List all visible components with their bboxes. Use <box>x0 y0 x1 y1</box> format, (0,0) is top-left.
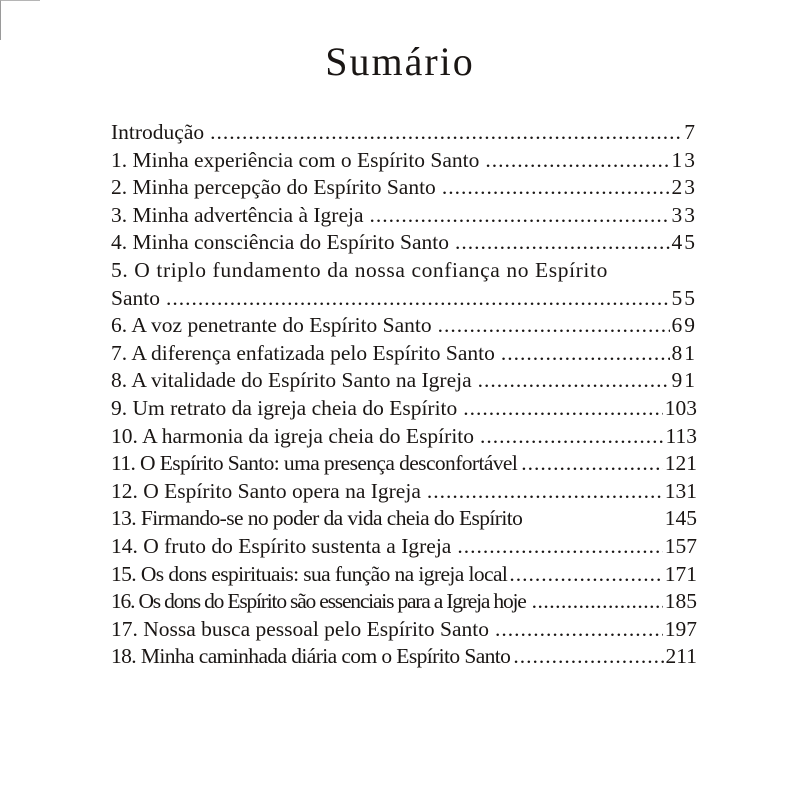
toc-entry-label: 15. Os dons espirituais: sua função na igreja local <box>111 561 508 586</box>
toc-entry-13 <box>111 505 697 533</box>
dot-leader <box>509 561 662 589</box>
toc-entry-page: 55 <box>671 285 697 310</box>
dot-leader <box>457 533 662 561</box>
dot-leader <box>521 450 663 478</box>
dot-leader <box>438 312 670 340</box>
toc-entry-label: 13. Firmando-se no poder da vida cheia do Espírito <box>111 506 523 531</box>
toc-entry-label-continued: Santo <box>111 285 160 310</box>
table-of-contents <box>111 119 697 671</box>
toc-entry-label: Introdução <box>111 120 205 144</box>
toc-entry-page: 69 <box>671 313 697 338</box>
toc-entry-introduction <box>111 119 697 147</box>
toc-entry-label: 4. Minha consciência do Espírito Santo <box>111 230 449 255</box>
toc-entry-5-line1 <box>111 257 697 285</box>
toc-entry-label: 17. Nossa busca pessoal pelo Espírito Santo <box>111 616 489 641</box>
dot-leader <box>427 478 663 506</box>
toc-entry-page: 91 <box>671 368 697 393</box>
toc-entry-4 <box>111 229 697 257</box>
toc-entry-page: 23 <box>671 175 697 200</box>
toc-entry-page: 131 <box>664 478 697 503</box>
toc-entry-label: 9. Um retrato da igreja cheia do Espírito <box>111 395 458 420</box>
toc-entry-page: 103 <box>664 395 697 420</box>
toc-entry-18 <box>111 643 697 671</box>
toc-entry-page: 33 <box>671 202 697 227</box>
toc-entry-page: 81 <box>671 340 697 365</box>
toc-entry-page: 157 <box>664 533 697 558</box>
toc-entry-page: 171 <box>664 561 697 586</box>
toc-entry-label: 11. O Espírito Santo: uma presença desconfortável <box>111 451 518 476</box>
toc-entry-label: 16. Os dons do Espírito são essenciais para a Igreja hoje <box>111 589 526 614</box>
dot-leader <box>463 395 662 423</box>
dot-leader <box>210 119 682 147</box>
toc-entry-page: 7 <box>684 120 697 144</box>
toc-entry-page: 197 <box>664 616 697 641</box>
toc-entry-label: 2. Minha percepção do Espírito Santo <box>111 175 436 200</box>
dot-leader <box>485 147 669 175</box>
page-title: Sumário <box>325 39 475 84</box>
toc-entry-label: 10. A harmonia da igreja cheia do Espírito <box>111 423 475 448</box>
toc-entry-label: 5. O triplo fundamento da nossa confiança no Espírito <box>111 257 608 282</box>
dot-leader <box>166 285 670 313</box>
toc-entry-page: 185 <box>664 589 697 614</box>
dot-leader <box>532 588 663 616</box>
toc-entry-label: 3. Minha advertência à Igreja <box>111 202 364 227</box>
toc-entry-label: 12. O Espírito Santo opera na Igreja <box>111 478 421 503</box>
toc-entry-page: 121 <box>664 451 697 476</box>
toc-entry-7 <box>111 340 697 368</box>
toc-entry-16 <box>111 588 697 616</box>
dot-leader <box>495 616 663 644</box>
toc-entry-15 <box>111 561 697 589</box>
toc-entry-8 <box>111 367 697 395</box>
dot-leader <box>480 423 664 451</box>
toc-entry-10 <box>111 423 697 451</box>
dot-leader <box>455 229 670 257</box>
dot-leader <box>513 643 663 671</box>
dot-leader <box>442 174 670 202</box>
toc-entry-1 <box>111 147 697 175</box>
toc-entry-label: 8. A vitalidade do Espírito Santo na Igreja <box>111 368 472 393</box>
toc-entry-page: 45 <box>671 230 697 255</box>
toc-entry-page: 13 <box>671 147 697 172</box>
toc-entry-3 <box>111 202 697 230</box>
toc-entry-12 <box>111 478 697 506</box>
toc-entry-label: 7. A diferença enfatizada pelo Espírito Santo <box>111 340 495 365</box>
dot-leader <box>501 340 670 368</box>
toc-entry-2 <box>111 174 697 202</box>
toc-entry-6 <box>111 312 697 340</box>
toc-entry-9 <box>111 395 697 423</box>
toc-entry-label: 18. Minha caminhada diária com o Espírito Santo <box>111 644 511 669</box>
toc-entry-page: 145 <box>664 506 697 531</box>
toc-entry-17 <box>111 616 697 644</box>
toc-entry-5-line2 <box>111 285 697 313</box>
toc-entry-page: 113 <box>665 423 697 448</box>
toc-entry-label: 6. A voz penetrante do Espírito Santo <box>111 313 432 338</box>
toc-entry-page: 211 <box>665 644 697 669</box>
crop-mark <box>0 0 40 40</box>
toc-entry-14 <box>111 533 697 561</box>
toc-entry-label: 1. Minha experiência com o Espírito Santo <box>111 147 480 172</box>
toc-entry-label: 14. O fruto do Espírito sustenta a Igreja <box>111 533 452 558</box>
dot-leader <box>478 367 670 395</box>
toc-entry-11 <box>111 450 697 478</box>
dot-leader <box>370 202 670 230</box>
